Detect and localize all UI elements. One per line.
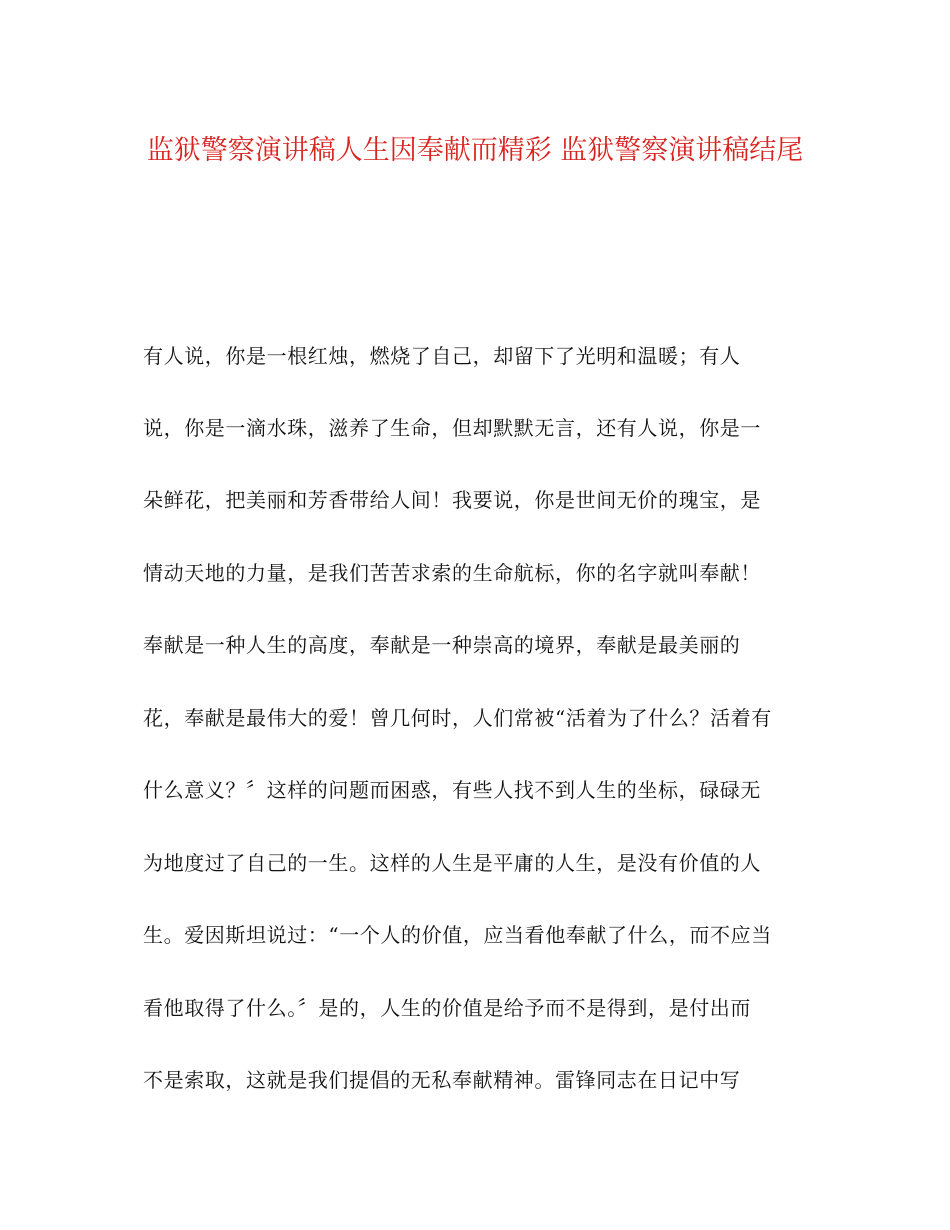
body-line: 为地度过了自己的一生。这样的人生是平庸的人生，是没有价值的人 <box>143 851 761 875</box>
body-line: 奉献是一种人生的高度，奉献是一种崇高的境界，奉献是最美丽的 <box>143 633 741 657</box>
body-line: 情动天地的力量，是我们苦苦求索的生命航标，你的名字就叫奉献！ <box>143 561 761 585</box>
document-title: 监狱警察演讲稿人生因奉献而精彩 监狱警察演讲稿结尾 <box>146 135 804 166</box>
body-line: 看他取得了什么。〞是的，人生的价值是给予而不是得到，是付出而 <box>143 996 751 1020</box>
body-line: 不是索取，这就是我们提倡的无私奉献精神。雷锋同志在日记中写 <box>143 1068 741 1092</box>
body-line: 什么意义？〞这样的问题而困惑，有些人找不到人生的坐标，碌碌无 <box>143 778 761 802</box>
body-line: 朵鲜花，把美丽和芳香带给人间！我要说，你是世间无价的瑰宝，是 <box>143 488 761 512</box>
body-line: 说，你是一滴水珠，滋养了生命，但却默默无言，还有人说，你是一 <box>143 416 761 440</box>
body-line: 生。爱因斯坦说过：“一个人的价值，应当看他奉献了什么，而不应当 <box>143 923 772 947</box>
body-line: 有人说，你是一根红烛，燃烧了自己，却留下了光明和温暖；有人 <box>143 344 741 368</box>
body-line: 花，奉献是最伟大的爱！曾几何时，人们常被“活着为了什么？活着有 <box>143 706 772 730</box>
